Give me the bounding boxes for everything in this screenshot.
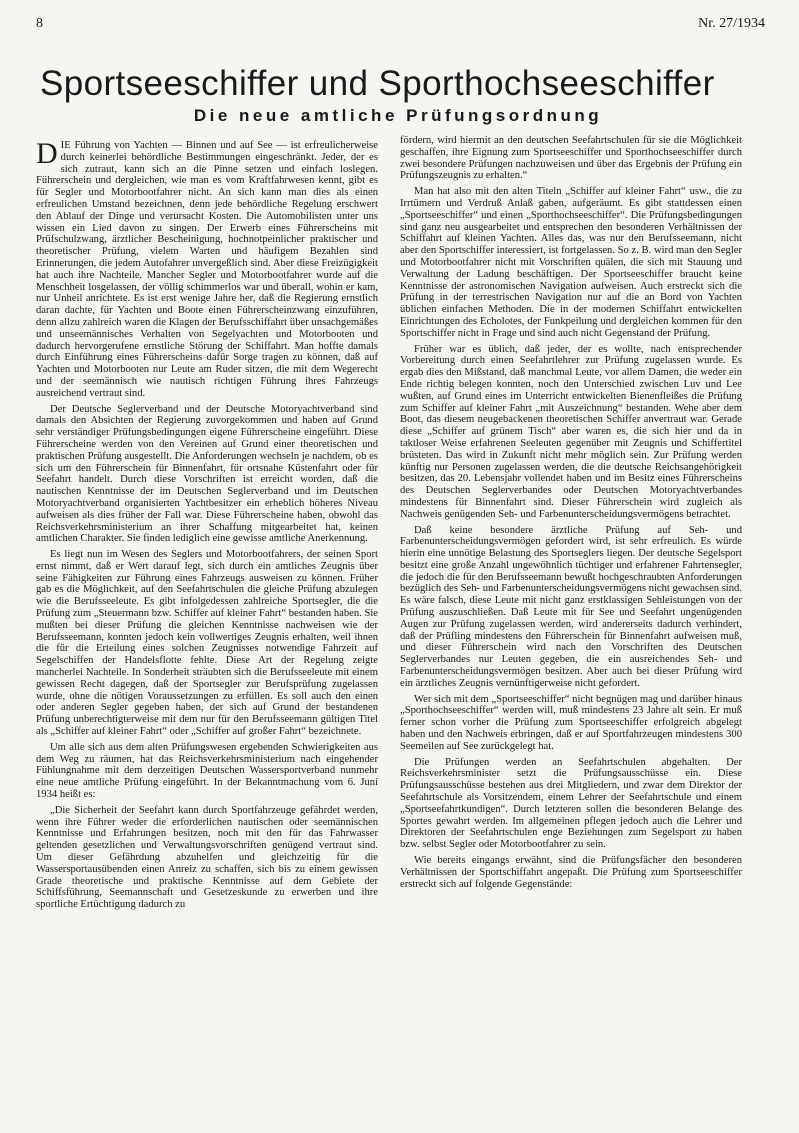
paragraph: „Die Sicherheit der Seefahrt kann durch Sportfahrzeuge gefährdet werden, wenn ihre Führer weder die erforderlichen nautischen oder seemännischen Kenntnisse und Erfahrungen besitzen, noch mit den für das Fahrwasser geltenden gesetzlichen und Verwaltungsvorschriften genügend vertraut sind. Um dieser Gefährdung abzuhelfen und gleichzeitig für die Wassersportausübenden einen Anreiz zu schaffen, sich bis zu einem gewissen Grade theoretische und praktische Kenntnisse auf dem Gebiete der Schiffsführung, Seemannschaft und Gesetzeskunde zu erwerben und ihre sportliche Ertüchtigung dadurch zu bbox=[36, 804, 378, 911]
paragraph: Früher war es üblich, daß jeder, der es wollte, nach entsprechender Vorbereitung durch einen Seefahrtlehrer zur Prüfung zugelassen wurde. Es ergab dies den Mißstand, daß manchmal Leute, vor allem Damen, die weder ein Ende richtig belegen konnten, noch den Unterschied zwischen Luv und Lee wußten, auf Grund eines im Unterricht entwickelten Bienenfleißes die Prüfung zum Schiffer auf kleiner Fahrt „mit Auszeichnung“ bestanden. Wehe aber dem Boot, das diesem neugebackenen theoretischen Schiffer anvertraut war. Gerade diese „Schiffer auf grünem Tisch“ aber waren es, die sich hier und da in taktloser Weise erfahrenen Seeleuten gegenüber mit Zeugnis und Schiffertitel brüsteten. Das wird in Zukunft nicht mehr möglich sein. Zur Prüfung werden künftig nur Personen zugelassen werden, die die deutsche Reichsangehörigkeit besitzen, das 20. Lebensjahr vollendet haben und im Besitz eines Führerscheins des Deutschen Seglerverbandes oder Deutschen Motoryachtverbandes mindestens für Binnenfahrt sind. Dieser Führerschein wird zugleich als Nachweis genügenden Seh- und Farbenunterscheidungsvermögens betrachtet. bbox=[400, 343, 742, 520]
paragraph: Die Prüfungen werden an Seefahrtschulen abgehalten. Der Reichsverkehrsminister setzt die Prüfungsausschüsse ein. Diese Prüfungsausschüsse bestehen aus drei Mitgliedern, und zwar dem Direktor der Seefahrtschule als Vorsitzendem, einem Lehrer der Seefahrtschule und einem „Sportseefahrtkundigen“. Durch letzteren sollen die besonderen Belange des Sportes gewahrt werden. Im allgemeinen pflegen jedoch auch die Lehrer und Direktoren der Seefahrtschulen enge Beziehungen zum Segelsport zu haben bzw. selbst Segler oder Motorbootfahrer zu sein. bbox=[400, 756, 742, 851]
drop-cap: D bbox=[36, 137, 58, 170]
issue-number: Nr. 27/1934 bbox=[698, 16, 765, 31]
paragraph: Daß keine besondere ärztliche Prüfung auf Seh- und Farbenunterscheidungsvermögen gefordert wird, ist sehr erfreulich. Es würde hierin eine unnötige Belastung des Sportseglers liegen. Der deutsche Segelsport besitzt eine große Anzahl ungewöhnlich tüchtiger und erfahrener Fahrtensegler, die jedoch die für den Berufsseemann bewußt hochgeschraubten Anforderungen bezüglich des Seh- und Farbenunterscheidungsvermögens nicht gewachsen sind. Es wäre falsch, diese Leute mit nicht ganz erstklassigen Sehleistungen von der Prüfung auszuschließen. Daß Leute mit für See und Seefahrt ungenügenden Augen zur Prüfung zugelassen werden, wird andererseits dadurch verhindert, daß der Prüfling mindestens den Führerschein für Binnenfahrt aufweisen muß, und dieser Führerschein wird nach den Vorschriften des Deutschen Seglerverbandes nur Leuten gegeben, die ein ausreichendes Seh- und Farbenunterscheidungsvermögen besitzen. Aber auch bei dieser Prüfung wird ein ärztliches Zeugnis vernünftigerweise nicht gefordert. bbox=[400, 524, 742, 689]
paragraph: Es liegt nun im Wesen des Seglers und Motorbootfahrers, der seinen Sport ernst nimmt, daß er Wert darauf legt, sich durch ein amtliches Zeugnis über seine Fähigkeiten zur Führung eines Fahrzeugs ausweisen zu können. Früher gab es die Möglichkeit, auf den Seefahrtschulen die gleiche Prüfung abzulegen wie die Berufsseeleute. Es gibt infolgedessen zahlreiche Sportsegler, die die Prüfung zum „Steuermann bzw. Schiffer auf kleiner Fahrt“ bestanden haben. Sie mußten bei dieser Prüfung die gleichen Kenntnisse nachweisen wie der Berufsseemann, konnten jedoch kein vollwertiges Zeugnis erhalten, weil ihnen die für die Erteilung eines solchen Zeugnisses notwendige Fahrzeit auf Segelschiffen der Handelsflotte fehlte. Diese Art der Regelung zeigte mancherlei Nachteile. In Sonderheit sträubten sich die Berufsseeleute mit einem gewissen Recht dagegen, daß der Sportsegler zur Berufsprüfung zugelassen wurde, ohne die nötigen Voraussetzungen zu erfüllen. Es soll auch den einen oder anderen Segler gegeben haben, der sich auf Grund der bestandenen Prüfung unberechtigterweise mit dem nur für den Berufsseemann gültigen Titel als „Schiffer auf kleiner Fahrt“ oder „Schiffer auf großer Fahrt“ bezeichnete. bbox=[36, 549, 378, 738]
paragraph: Um alle sich aus dem alten Prüfungswesen ergebenden Schwierigkeiten aus dem Weg zu räumen, hat das Reichsverkehrsministerium nach eingehender Fühlungnahme mit dem derzeitigen Deutschen Wassersportverband nunmehr eine neue amtliche Prüfung eingeführt. In der Bekanntmachung vom 6. Juni 1934 heißt es: bbox=[36, 741, 378, 801]
paragraph: Der Deutsche Seglerverband und der Deutsche Motoryachtverband sind damals den Absichten der Regierung zuvorgekommen und haben auf Grund sehr verständiger Prüfungsbedingungen eigene Führerscheine eingeführt. Diese Führerscheine werden von den Vereinen auf Grund einer theoretischen und praktischen Prüfung ausgestellt. Die Anforderungen wechseln je nachdem, ob es sich um den Führerschein für Binnenfahrt, für ortsnahe Küstenfahrt oder für Seefahrt handelt. Durch diese Vorschriften ist erreicht worden, daß die nautischen Kenntnisse der im Deutschen Seglerverband und im Deutschen Motoryachtverband organisierten Yachtbesitzer ein erheblich höheres Niveau aufweisen als dies früher der Fall war. Diese Führerscheine haben, obwohl das Reichsverkehrsministerium an ihrer Schaffung mitgearbeitet hat, keinen amtlichen Charakter. Sie finden lediglich eine gewisse amtliche Anerkennung. bbox=[36, 403, 378, 545]
paragraph: Man hat also mit den alten Titeln „Schiffer auf kleiner Fahrt“ usw., die zu Irrtümern und Verdruß Anlaß gaben, aufgeräumt. Es gibt stattdessen einen „Sportseeschiffer“ und einen „Sporthochseeschiffer“. Die Prüfungsbedingungen sind ganz neu ausgearbeitet und entsprechen den besonderen Verhältnissen der Schiffahrt auf kleinen Yachten. Alles das, was nur den Berufsseemann, nicht aber den Sportschiffer interessiert, ist fortgelassen. So z. B. wird man den Segler und Motorbootfahrer nicht mit Vorschriften quälen, die sich mit Stauung und Verwaltung der Ladung beschäftigen. Der Sportseeschiffer braucht keine Kenntnisse der astronomischen Navigation aufweisen. Auch erstreckt sich die Prüfung in der terrestrischen Navigation nur auf die an Bord von Yachten üblichen einfachen Methoden. Die in der modernen Schiffahrt entwickelten Einrichtungen des Echolotes, der Funkpeilung und dergleichen kommen für den Sportschiffer nicht in Frage und sind auch nicht Gegenstand der Prüfung. bbox=[400, 186, 742, 339]
paragraph: fördern, wird hiermit an den deutschen Seefahrtschulen für sie die Möglichkeit geschaffen, ihre Eignung zum Sportseeschiffer und Sporthochseeschiffer durch zwei besondere Prüfungen nachzuweisen und über das Ergebnis der Prüfung ein Prüfungszeugnis zu erhalten.“ bbox=[400, 135, 742, 182]
paragraph-text: IE Führung von Yachten — Binnen und auf See — ist erfreulicherweise durch keinerlei behördliche Bestimmungen eingeschränkt. Jeder, der es sich zutraut, kann sich an die Pinne setzen und einfach loslegen. Führerschein und dergleichen, wie man es vom Kraftfahrwesen kennt, gibt es für Segler und Motorbootfahrer nicht. An sich kann man dies als einen erfreulichen Umstand bezeichnen, denn jede behördliche Regelung erschwert den Ablauf der Dinge und verursacht Kosten. Die Automobilisten unter uns wissen ein Lied davon zu singen. Der Erwerb eines Führerscheins mit Prüfschulzwang, ärztlicher Bescheinigung, hochnotpeinlicher praktischer und theoretischer Prüfung, vielem Warten und häufigem Bezahlen sind Erinnerungen, die jedem Autofahrer unvergeßlich sind. Aber diese Freizügigkeit hat auch ihre Nachteile. Mancher Segler und Motorbootfahrer wurde auf die Menschheit losgelassen, der völlig schimmerlos war und überall, wohin er kam, nur Unheil anrichtete. Es ist erst wenige Jahre her, daß die Regierung ernstlich daran dachte, für Yachten und Boote einen Führerscheinzwang einzuführen, denn allzu zahlreich waren die Klagen der Berufsschiffahrt über unsachgemäßes und unseemännisches Verhalten von Segelyachten und Motorbooten und dadurch hervorgerufene ernstliche Störung der Schiffahrt. Man hoffte damals durch Einführung eines Führerscheins dafür Sorge tragen zu können, daß auf Yachten und Motorbooten nur Leute am Ruder sitzen, die mit dem Wegerecht und der seemännisch wie nautisch richtigen Führung ihres Fahrzeugs ausreichend vertraut sind. bbox=[36, 140, 378, 399]
article-title: Sportseeschiffer und Sporthochseeschiffer bbox=[40, 64, 715, 103]
right-column bbox=[400, 135, 742, 894]
paragraph: Wie bereits eingangs erwähnt, sind die Prüfungsfächer den besonderen Verhältnissen der Sportschiffahrt angepaßt. Die Prüfung zum Sportseeschiffer erstreckt sich auf folgende Gegenstände: bbox=[400, 855, 742, 890]
article-subtitle: Die neue amtliche Prüfungsordnung bbox=[193, 106, 603, 125]
page-number: 8 bbox=[36, 16, 43, 31]
left-column bbox=[36, 137, 378, 915]
paragraph bbox=[36, 137, 378, 400]
paragraph: Wer sich mit dem „Sportseeschiffer“ nicht begnügen mag und darüber hinaus „Sporthochseeschiffer“ werden will, muß mindestens 23 Jahre alt sein. Er muß ferner schon vorher die Prüfung zum Sportseeschiffer erfolgreich abgelegt haben und den Nachweis erbringen, daß er auf Sportfahrzeugen mindestens 300 Seemeilen auf See zurückgelegt hat. bbox=[400, 693, 742, 752]
